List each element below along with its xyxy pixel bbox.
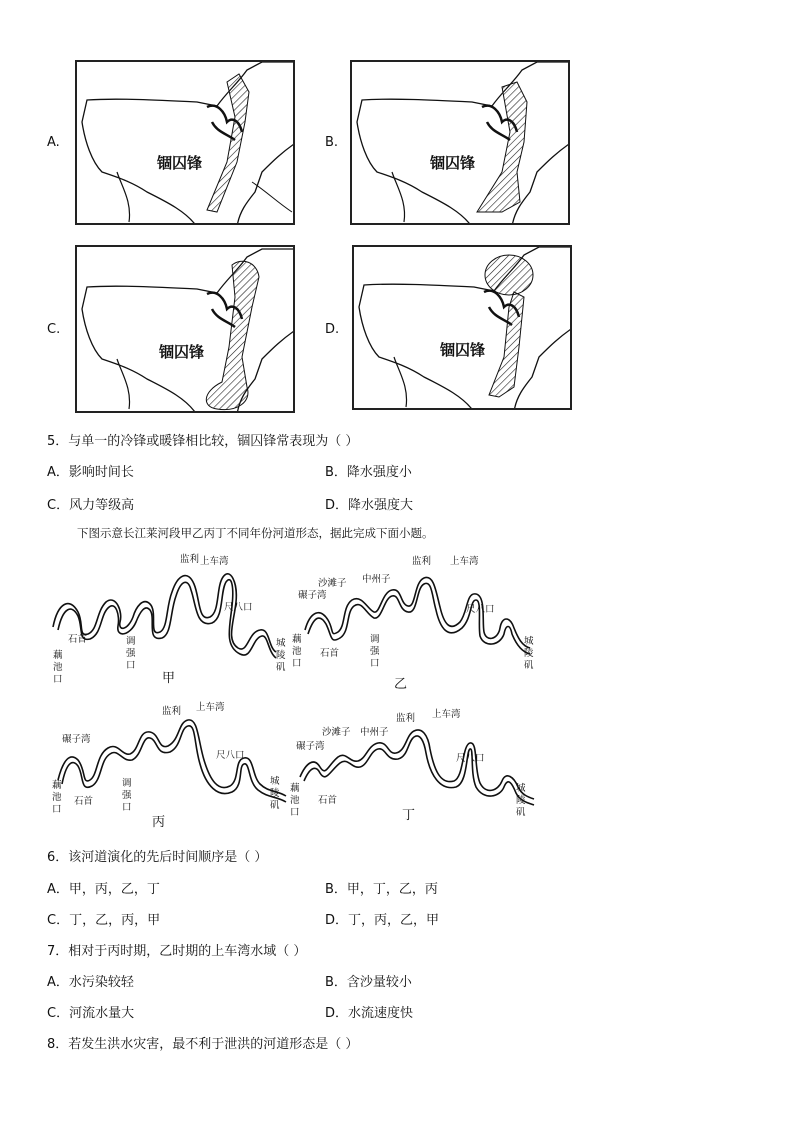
map-option-b: B. <box>325 135 339 150</box>
q5-stem: 5．与单一的冷锋或暖锋相比较，锢囚锋常表现为（ ） <box>47 434 359 449</box>
river-yi-label-shatanzi: 沙滩子 <box>318 578 347 589</box>
river-bing <box>48 700 293 830</box>
river-jia-label-shangchewan: 上车湾 <box>200 556 229 567</box>
map-b-label: 锢囚锋 <box>430 154 476 172</box>
river-yi-label-zhongzhouzi: 中州子 <box>362 574 391 585</box>
river-jia-label-tiao: 调 <box>126 636 136 647</box>
river-bing-label-ling: 陵 <box>270 788 280 799</box>
river-yi-label-ling: 陵 <box>524 648 534 659</box>
river-bing-label-tiao: 调 <box>122 778 132 789</box>
q6-option-a[interactable]: A．甲，丙，乙，丁 <box>47 882 160 897</box>
q6-option-d[interactable]: D．丁，丙，乙，甲 <box>325 913 440 928</box>
river-jia-label-ling: 陵 <box>276 650 286 661</box>
river-ding-label-zhongzhouzi: 中州子 <box>360 727 389 738</box>
q7-option-d[interactable]: D．水流速度快 <box>325 1006 414 1021</box>
river-bing-label-nianziwan: 碾子湾 <box>62 734 91 745</box>
river-yi-label-kou2: 口 <box>292 658 302 669</box>
river-ding-label-ou: 藕 <box>290 783 300 794</box>
q6-option-b[interactable]: B．甲，丁，乙，丙 <box>325 882 438 897</box>
river-ding-label-chibakou: 尺八口 <box>456 753 485 764</box>
q7-option-b[interactable]: B．含沙量较小 <box>325 975 412 990</box>
river-yi-label-chibakou: 尺八口 <box>466 604 495 615</box>
q7-option-a[interactable]: A．水污染较轻 <box>47 975 134 990</box>
river-bing-label-ji: 矶 <box>270 800 280 811</box>
river-yi-label-shishou: 石首 <box>320 648 340 659</box>
river-jia-label-kou2: 口 <box>53 674 63 685</box>
river-ding-label-shangchewan: 上车湾 <box>432 709 461 720</box>
river-jia-label-chi: 池 <box>53 662 63 673</box>
river-yi-caption: 乙 <box>394 677 408 692</box>
river-jia-label-cheng: 城 <box>276 638 286 649</box>
river-yi-label-chi: 池 <box>292 646 302 657</box>
map-a-label: 锢囚锋 <box>157 154 203 172</box>
river-ding-label-jianli: 监利 <box>396 713 416 724</box>
river-bing-caption: 丙 <box>152 815 166 830</box>
river-ding-label-shishou: 石首 <box>318 795 338 806</box>
river-ding-label-ling: 陵 <box>516 795 526 806</box>
map-c <box>75 245 295 413</box>
river-bing-label-chibakou: 尺八口 <box>216 750 245 761</box>
river-ding-caption: 丁 <box>402 808 416 823</box>
river-jia-label-ji: 矶 <box>276 662 286 673</box>
river-jia-label-chibakou: 尺八口 <box>224 602 253 613</box>
intro-text: 下图示意长江莱河段甲乙丙丁不同年份河道形态，据此完成下面小题。 <box>77 526 434 540</box>
river-bing-label-cheng: 城 <box>270 776 280 787</box>
q7-stem: 7．相对于丙时期，乙时期的上车湾水域（ ） <box>47 944 307 959</box>
river-bing-label-kou: 口 <box>122 802 132 813</box>
river-yi-label-tiao: 调 <box>370 634 380 645</box>
river-jia-label-ou: 藕 <box>53 650 63 661</box>
river-jia-label-kou: 口 <box>126 660 136 671</box>
river-ding-label-shatanzi: 沙滩子 <box>322 727 351 738</box>
river-ding-label-cheng: 城 <box>516 783 526 794</box>
river-bing-label-ou: 藕 <box>52 780 62 791</box>
river-yi-label-cheng: 城 <box>524 636 534 647</box>
river-ding-label-nianziwan: 碾子湾 <box>296 741 325 752</box>
river-yi-label-ou: 藕 <box>292 634 302 645</box>
river-yi-label-qiang: 强 <box>370 646 380 657</box>
q5-option-b[interactable]: B．降水强度小 <box>325 465 412 480</box>
map-option-a: A. <box>47 135 60 150</box>
river-yi-label-kou: 口 <box>370 658 380 669</box>
q6-option-c[interactable]: C．丁，乙，丙，甲 <box>47 913 161 928</box>
river-ding-label-chi: 池 <box>290 795 300 806</box>
map-option-d: D. <box>325 322 340 337</box>
river-jia-caption: 甲 <box>162 671 176 686</box>
q5-option-d[interactable]: D．降水强度大 <box>325 498 414 513</box>
river-ding-label-kou: 口 <box>290 807 300 818</box>
river-jia-label-qiang: 强 <box>126 648 136 659</box>
river-ding <box>288 705 538 830</box>
river-yi-label-nianziwan: 碾子湾 <box>298 590 327 601</box>
river-jia-label-jianli: 监利 <box>180 554 200 565</box>
map-d <box>352 245 572 410</box>
river-yi-label-shangchewan: 上车湾 <box>450 556 479 567</box>
q5-option-c[interactable]: C．风力等级高 <box>47 498 135 513</box>
map-option-c: C. <box>47 322 61 337</box>
river-jia-label-shishou: 石首 <box>68 634 88 645</box>
map-a <box>75 60 295 225</box>
river-bing-label-jianli: 监利 <box>162 706 182 717</box>
river-yi <box>290 552 540 692</box>
q5-option-a[interactable]: A．影响时间长 <box>47 465 134 480</box>
river-bing-label-chi: 池 <box>52 792 62 803</box>
map-d-label: 锢囚锋 <box>440 341 486 359</box>
river-yi-label-jianli: 监利 <box>412 556 432 567</box>
river-yi-label-ji: 矶 <box>524 660 534 671</box>
map-b <box>350 60 570 225</box>
river-bing-label-qiang: 强 <box>122 790 132 801</box>
q6-stem: 6．该河道演化的先后时间顺序是（ ） <box>47 850 268 865</box>
river-bing-label-kou2: 口 <box>52 804 62 815</box>
river-ding-label-ji: 矶 <box>516 807 526 818</box>
river-bing-label-shishou: 石首 <box>74 796 94 807</box>
q8-stem: 8．若发生洪水灾害，最不利于泄洪的河道形态是（ ） <box>47 1037 359 1052</box>
q7-option-c[interactable]: C．河流水量大 <box>47 1006 135 1021</box>
river-jia <box>48 552 288 687</box>
river-bing-label-shangchewan: 上车湾 <box>196 702 225 713</box>
map-c-label: 锢囚锋 <box>159 343 205 361</box>
